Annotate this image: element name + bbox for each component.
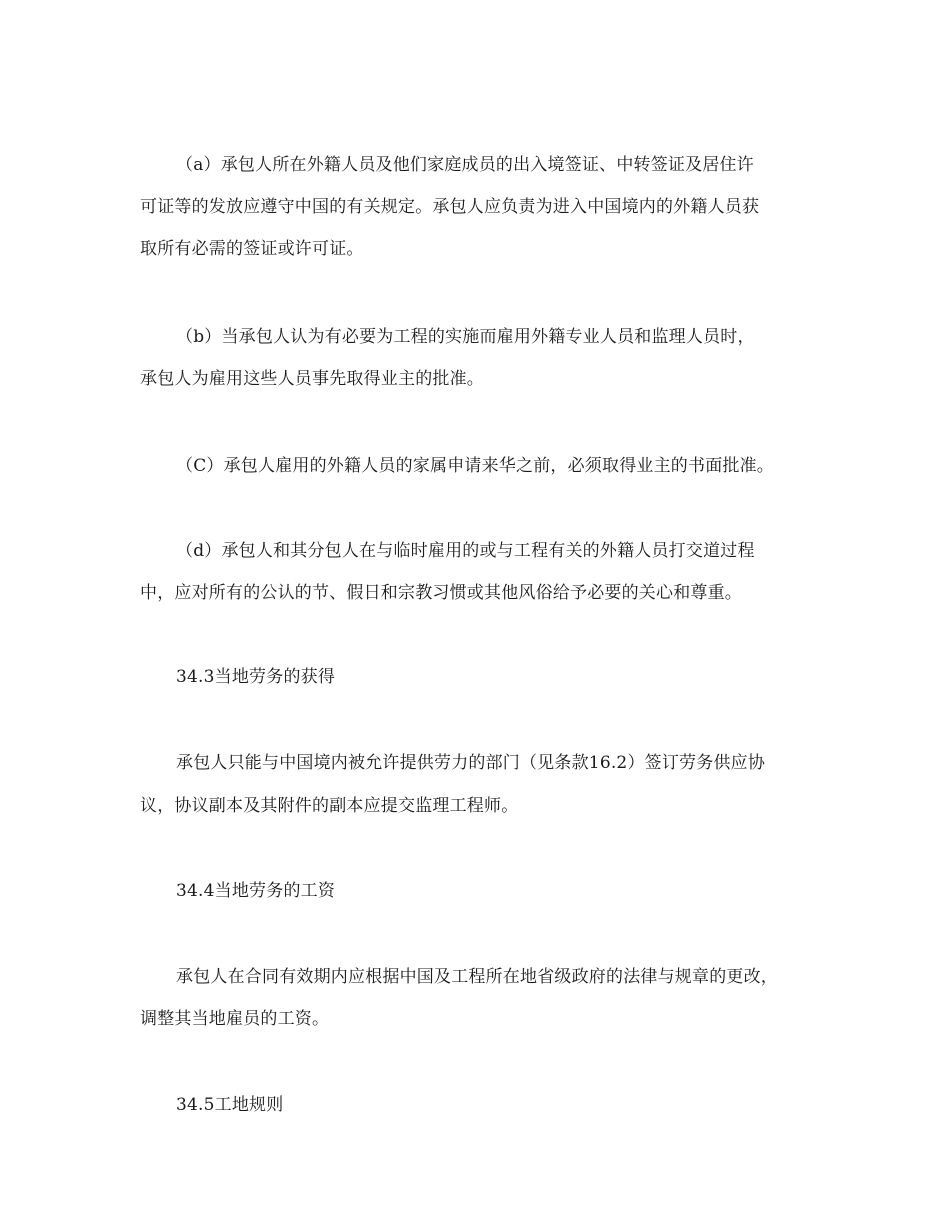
section-34-3-line-1: 承包人只能与中国境内被允许提供劳力的部门（见条款16.2）签订劳务供应协 [176,753,766,773]
section-34-4-heading: 34.4当地劳务的工资 [176,881,336,901]
para-d-line-1: （d）承包人和其分包人在与临时雇用的或与工程有关的外籍人员打交道过程 [176,541,755,561]
para-a-line-3: 取所有必需的签证或许可证。 [140,239,364,259]
para-b-line-2: 承包人为雇用这些人员事先取得业主的批准。 [140,369,484,389]
para-a-line-2: 可证等的发放应遵守中国的有关规定。承包人应负责为进入中国境内的外籍人员获 [140,197,760,217]
section-34-4-line-2: 调整其当地雇员的工资。 [140,1009,330,1029]
para-d-line-2: 中，应对所有的公认的节、假日和宗教习惯或其他风俗给予必要的关心和尊重。 [140,583,742,603]
para-c-line-1: （C）承包人雇用的外籍人员的家属申请来华之前，必须取得业主的书面批准。 [176,456,775,476]
para-b-line-1: （b）当承包人认为有必要为工程的实施而雇用外籍专业人员和监理人员时， [176,327,755,347]
para-a-line-1: （a）承包人所在外籍人员及他们家庭成员的出入境签证、中转签证及居住许 [176,155,754,175]
section-34-4-line-1: 承包人在合同有效期内应根据中国及工程所在地省级政府的法律与规章的更改， [176,967,778,987]
section-34-3-heading: 34.3当地劳务的获得 [176,667,336,687]
section-34-5-heading: 34.5工地规则 [176,1095,284,1115]
section-34-3-line-2: 议，协议副本及其附件的副本应提交监理工程师。 [140,796,519,816]
